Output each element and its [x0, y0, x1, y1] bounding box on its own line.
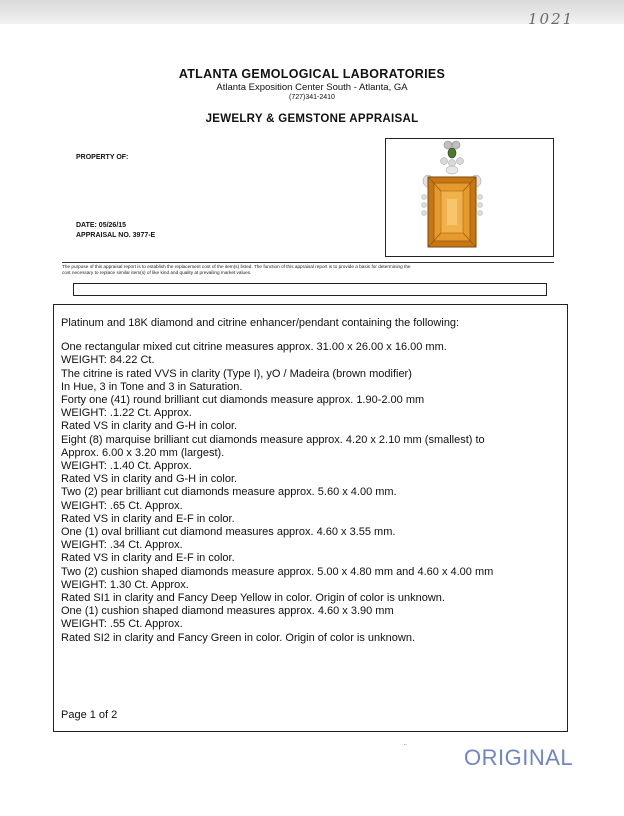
- description-line: Two (2) pear brilliant cut diamonds measure approx. 5.60 x 4.00 mm.: [61, 486, 397, 499]
- lab-address: Atlanta Exposition Center South - Atlanta, GA: [216, 82, 408, 93]
- description-line: WEIGHT: .55 Ct. Approx.: [61, 618, 183, 631]
- description-line: Forty one (41) round brilliant cut diamonds measure approx. 1.90-2.00 mm: [61, 394, 425, 407]
- handwritten-page-number: 1021: [528, 10, 575, 28]
- description-line: One rectangular mixed cut citrine measures approx. 31.00 x 26.00 x 16.00 mm.: [61, 341, 447, 354]
- description-line: WEIGHT: .1.40 Ct. Approx.: [61, 460, 192, 473]
- description-line: One (1) cushion shaped diamond measures approx. 4.60 x 3.90 mm: [61, 605, 394, 618]
- description-line: Rated VS in clarity and G-H in color.: [61, 420, 238, 433]
- disclaimer-text: [62, 264, 554, 276]
- description-line: One (1) oval brilliant cut diamond measures approx. 4.60 x 3.55 mm.: [61, 526, 396, 539]
- disclaimer-line-1: The purpose of this appraisal report is to establish the replacement cost of the item(s) listed. The function of this appraisal report is to provide a basis for determining the: [62, 264, 411, 269]
- description-text: [61, 317, 561, 645]
- item-photo: [385, 138, 554, 257]
- scan-specks: ¨: [404, 743, 407, 752]
- original-stamp: ORIGINAL: [464, 745, 574, 770]
- divider-line: [62, 262, 554, 263]
- description-box: [53, 304, 568, 732]
- pendant-photo-icon: [386, 139, 553, 256]
- lab-name: ATLANTA GEMOLOGICAL LABORATORIES: [178, 67, 446, 81]
- page-indicator: Page 1 of 2: [61, 709, 118, 721]
- description-line: In Hue, 3 in Tone and 3 in Saturation.: [61, 380, 243, 393]
- description-line: Rated VS in clarity and E-F in color.: [61, 512, 235, 525]
- description-line: The citrine is rated VVS in clarity (Type I), yO / Madeira (brown modifier): [61, 367, 412, 380]
- description-line: WEIGHT: .34 Ct. Approx.: [61, 539, 183, 552]
- description-line: Rated SI1 in clarity and Fancy Deep Yellow in color. Origin of color is unknown.: [61, 592, 445, 605]
- description-lines: [61, 341, 561, 645]
- description-line: WEIGHT: 1.30 Ct. Approx.: [61, 578, 189, 591]
- description-line: WEIGHT: 84.22 Ct.: [61, 354, 155, 367]
- appraisal-number-label: APPRAISAL NO. 3977-E: [76, 232, 156, 239]
- description-line: WEIGHT: .65 Ct. Approx.: [61, 499, 183, 512]
- date-label: DATE: 05/26/15: [76, 222, 127, 229]
- description-line: Rated VS in clarity and E-F in color.: [61, 552, 235, 565]
- disclaimer-line-2: cost necessary to replace similar item(s) of like kind and quality at prevailing market values.: [62, 270, 252, 275]
- item-summary: Platinum and 18K diamond and citrine enhancer/pendant containing the following:: [61, 317, 460, 329]
- description-line: Approx. 6.00 x 3.20 mm (largest).: [61, 446, 225, 459]
- description-line: Rated VS in clarity and G-H in color.: [61, 473, 238, 486]
- document-title: JEWELRY & GEMSTONE APPRAISAL: [205, 113, 419, 125]
- description-line: Rated SI2 in clarity and Fancy Green in color. Origin of color is unknown.: [61, 631, 416, 644]
- description-line: Eight (8) marquise brilliant cut diamonds measure approx. 4.20 x 2.10 mm (smallest) to: [61, 433, 485, 446]
- property-of-label: PROPERTY OF:: [76, 154, 129, 161]
- empty-field-box: [73, 283, 547, 296]
- description-line: WEIGHT: .1.22 Ct. Approx.: [61, 407, 192, 420]
- description-line: Two (2) cushion shaped diamonds measure approx. 5.00 x 4.80 mm and 4.60 x 4.00 mm: [61, 565, 494, 578]
- lab-phone: (727)341-2410: [289, 94, 335, 101]
